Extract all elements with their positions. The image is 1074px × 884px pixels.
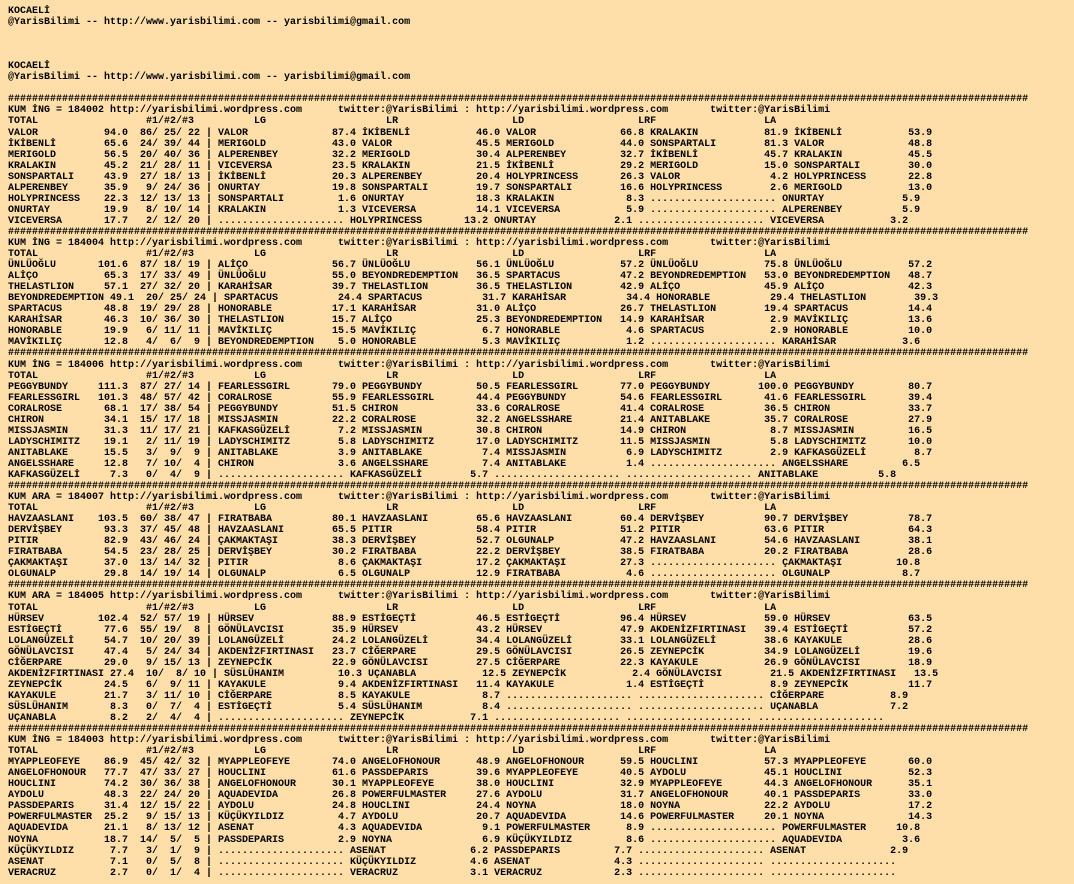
text-line: KUM ARA = 184007 http://yarisbilimi.wordpress.com twitter:@YarisBilimi : http://yarisbilimi.wordpress.com twitter:@YarisBilimi	[8, 492, 831, 504]
text-line: POWERFULMASTER 25.2 9/ 15/ 13 | KÜÇÜKYILDIZ 4.7 AYDOLU 20.7 AQUADEVIDA 14.6 POWERFULMASTER 20.1 NOYNA 14.3	[8, 812, 933, 824]
text-line: PASSDEPARIS 31.4 12/ 15/ 22 | AYDOLU 24.8 HOUCLINI 24.4 NOYNA 18.0 NOYNA 22.2 AYDOLU 17.2	[8, 801, 933, 813]
text-line: ZEYNEPCİK 24.5 6/ 9/ 11 | KAYAKULE 9.4 AKDENİZFIRTINASI 11.4 KAYAKULE 1.4 ESTİGEÇTİ 8.9 ZEYNEPCİK 11.7	[8, 679, 933, 691]
text-line: PITIR 82.9 43/ 46/ 24 | ÇAKMAKTAŞI 38.3 DERVİŞBEY 52.7 OLGUNALP 47.2 HAVZAASLANI 54.6 HAVZAASLANI 38.1	[8, 536, 933, 548]
text-line	[8, 28, 1074, 39]
text-line: LOLANGÜZELİ 54.7 10/ 20/ 39 | LOLANGÜZELİ 24.2 LOLANGÜZELİ 34.4 LOLANGÜZELİ 33.1 LOLANGÜZELİ 38.6 KAYAKULE 28.6	[8, 635, 933, 647]
text-line: ÜNLÜOĞLU 101.6 87/ 18/ 19 | ALİÇO 56.7 ÜNLÜOĞLU 56.1 ÜNLÜOĞLU 57.2 ÜNLÜOĞLU 75.8 ÜNLÜOĞLU 57.2	[8, 260, 933, 272]
text-line: VERACRUZ 2.7 0/ 1/ 4 | ..................... VERACRUZ 3.1 VERACRUZ 2.3 ..................... .....................	[8, 867, 897, 879]
text-line: ##########################################################################################################################################################################	[8, 481, 1029, 493]
text-line	[8, 83, 1074, 94]
text-line: @YarisBilimi -- http://www.yarisbilimi.com -- yarisbilimi@gmail.com	[8, 72, 411, 84]
text-line: MISSJASMIN 31.3 11/ 17/ 21 | KAFKASGÜZELİ 7.2 MISSJASMIN 30.8 CHIRON 14.9 CHIRON 8.7 MISSJASMIN 16.5	[8, 425, 933, 437]
text-line: OLGUNALP 29.8 14/ 19/ 14 | OLGUNALP 6.5 OLGUNALP 12.9 FIRATBABA 4.6 ..................... OLGUNALP 8.7	[8, 569, 921, 581]
text-line: LADYSCHIMITZ 19.1 2/ 11/ 19 | LADYSCHIMITZ 5.8 LADYSCHIMITZ 17.0 LADYSCHIMITZ 11.5 MISSJASMIN 5.8 LADYSCHIMITZ 10.0	[8, 436, 933, 448]
text-line: ANITABLAKE 15.5 3/ 9/ 9 | ANITABLAKE 3.9 ANITABLAKE 7.4 MISSJASMIN 6.9 LADYSCHIMITZ 2.9 KAFKASGÜZELİ 8.7	[8, 447, 933, 459]
text-line: MERIGOLD 56.5 20/ 40/ 36 | ALPERENBEY 32.2 MERIGOLD 30.4 ALPERENBEY 32.7 İKİBENLİ 45.7 KRALAKIN 45.5	[8, 149, 933, 161]
text-line: VICEVERSA 17.7 2/ 12/ 20 | ..................... HOLYPRINCESS 13.2 ONURTAY 2.1 ..................... VICEVERSA 3.2	[8, 215, 909, 227]
text-line: VALOR 94.0 86/ 25/ 22 | VALOR 87.4 İKİBENLİ 46.0 VALOR 66.8 KRALAKIN 81.9 İKİBENLİ 53.9	[8, 127, 933, 139]
text-line: TOTAL #1/#2/#3 LG LR LD LRF LA	[8, 746, 777, 758]
text-line: KUM İNG = 184003 http://yarisbilimi.wordpress.com twitter:@YarisBilimi : http://yarisbilimi.wordpress.com twitter:@YarisBilimi	[8, 735, 831, 747]
text-line: KUM İNG = 184002 http://yarisbilimi.wordpress.com twitter:@YarisBilimi : http://yarisbilimi.wordpress.com twitter:@YarisBilimi	[8, 105, 831, 117]
text-line: KOCAELİ	[8, 61, 51, 73]
text-line: ANGELOFHONOUR 77.7 47/ 33/ 27 | HOUCLINI 61.6 PASSDEPARIS 39.6 MYAPPLEOFEYE 40.5 AYDOLU 45.1 HOUCLINI 52.3	[8, 768, 933, 780]
text-line: ALİÇO 65.3 17/ 33/ 49 | ÜNLÜOĞLU 55.0 BEYONDREDEMPTION 36.5 SPARTACUS 47.2 BEYONDREDEMPTION 53.0 BEYONDREDEMPTION 48.7	[8, 271, 933, 283]
text-line: KARAHİSAR 46.3 10/ 36/ 30 | THELASTLION 15.7 ALİÇO 25.3 BEYONDREDEMPTION 14.9 KARAHİSAR 2.9 MAVİKILIÇ 13.6	[8, 315, 933, 327]
text-line: AYDOLU 48.3 22/ 24/ 20 | AQUADEVIDA 26.8 POWERFULMASTER 27.6 AYDOLU 31.7 ANGELOFHONOUR 40.1 PASSDEPARIS 33.0	[8, 790, 933, 802]
text-line: THELASTLION 57.1 27/ 32/ 20 | KARAHİSAR 39.7 THELASTLION 36.5 THELASTLION 42.9 ALİÇO 45.9 ALİÇO 42.3	[8, 282, 933, 294]
text-line: @YarisBilimi -- http://www.yarisbilimi.com -- yarisbilimi@gmail.com	[8, 17, 411, 29]
text-line: PEGGYBUNDY 111.3 87/ 27/ 14 | FEARLESSGIRL 79.0 PEGGYBUNDY 50.5 FEARLESSGIRL 77.0 PEGGYBUNDY 100.0 PEGGYBUNDY 80.7	[8, 381, 933, 393]
text-line: CORALROSE 68.1 17/ 38/ 54 | PEGGYBUNDY 51.5 CHIRON 33.6 CORALROSE 41.4 CORALROSE 36.5 CHIRON 33.7	[8, 403, 933, 415]
text-line: HÜRSEV 102.4 52/ 57/ 19 | HÜRSEV 88.9 ESTİGEÇTİ 46.5 ESTİGEÇTİ 96.4 HÜRSEV 59.0 HÜRSEV 63.5	[8, 613, 933, 625]
text-line: SPARTACUS 48.8 19/ 29/ 28 | HONORABLE 17.1 KARAHİSAR 31.0 ALİÇO 26.7 THELASTLION 19.4 SPARTACUS 14.4	[8, 304, 933, 316]
text-line: HOUCLINI 74.2 30/ 36/ 38 | ANGELOFHONOUR 30.1 MYAPPLEOFEYE 38.0 HOUCLINI 32.9 MYAPPLEOFEYE 44.3 ANGELOFHONOUR 35.1	[8, 779, 933, 791]
text-line: ONURTAY 19.9 8/ 10/ 14 | KRALAKIN 1.3 VICEVERSA 14.1 VICEVERSA 5.9 ..................... ALPERENBEY 5.9	[8, 204, 921, 216]
text-line: TOTAL #1/#2/#3 LG LR LD LRF LA	[8, 116, 777, 128]
text-line: DERVİŞBEY 93.3 37/ 45/ 48 | HAVZAASLANI 65.5 PITIR 58.4 PITIR 51.2 PITIR 63.6 PITIR 64.3	[8, 525, 933, 537]
text-line: TOTAL #1/#2/#3 LG LR LD LRF LA	[8, 602, 777, 614]
text-line: HONORABLE 19.9 6/ 11/ 11 | MAVİKILIÇ 15.5 MAVİKILIÇ 6.7 HONORABLE 4.6 SPARTACUS 2.9 HONORABLE 10.0	[8, 326, 933, 338]
text-line: UÇANABLA 8.2 2/ 4/ 4 | ..................... ZEYNEPCİK 7.1 ..................... ..................... .....................	[8, 713, 885, 724]
text-line	[8, 39, 1074, 50]
text-line: ##########################################################################################################################################################################	[8, 724, 1029, 736]
text-line: KAYAKULE 21.7 3/ 11/ 10 | CİĞERPARE 8.5 KAYAKULE 8.7 ..................... ..................... CİĞERPARE 8.9	[8, 690, 909, 702]
text-line: İKİBENLİ 65.6 24/ 39/ 44 | MERIGOLD 43.0 VALOR 45.5 MERIGOLD 44.0 SONSPARTALI 81.3 VALOR 48.8	[8, 138, 933, 150]
text-line: KOCAELİ	[8, 6, 51, 17]
text-line: TOTAL #1/#2/#3 LG LR LD LRF LA	[8, 370, 777, 382]
text-line: CHIRON 34.1 15/ 17/ 18 | MISSJASMIN 22.2 CORALROSE 32.2 ANGELSSHARE 21.4 ANITABLAKE 35.7 CORALROSE 27.9	[8, 414, 933, 426]
text-line: TOTAL #1/#2/#3 LG LR LD LRF LA	[8, 249, 777, 261]
text-line: KUM İNG = 184004 http://yarisbilimi.wordpress.com twitter:@YarisBilimi : http://yarisbilimi.wordpress.com twitter:@YarisBilimi	[8, 237, 831, 249]
text-line: SÜSLÜHANIM 8.3 0/ 7/ 4 | ESTİGEÇTİ 5.4 SÜSLÜHANIM 8.4 ..................... ..................... UÇANABLA 7.2	[8, 701, 909, 713]
text-line: ÇAKMAKTAŞI 37.0 13/ 14/ 32 | PITIR 8.6 ÇAKMAKTAŞI 17.2 ÇAKMAKTAŞI 27.3 ..................... ÇAKMAKTAŞI 10.8	[8, 558, 921, 570]
text-line: KAFKASGÜZELİ 7.3 0/ 4/ 9 | ..................... KAFKASGÜZELİ 5.7 ..................... ..................... ANITABLAKE 5.8	[8, 469, 897, 481]
text-line: KÜÇÜKYILDIZ 7.7 3/ 1/ 9 | ..................... ASENAT 6.2 PASSDEPARIS 7.7 ..................... ASENAT 2.9	[8, 845, 909, 857]
text-line: HOLYPRINCESS 22.3 12/ 13/ 13 | SONSPARTALI 1.6 ONURTAY 18.3 KRALAKIN 8.3 ..................... ONURTAY 5.9	[8, 193, 921, 205]
text-line: CİĞERPARE 29.0 9/ 15/ 13 | ZEYNEPCİK 22.9 GÖNÜLAVCISI 27.5 CİĞERPARE 22.3 KAYAKULE 26.9 GÖNÜLAVCISI 18.9	[8, 657, 933, 669]
text-line: MAVİKILIÇ 12.8 4/ 6/ 9 | BEYONDREDEMPTION 5.0 HONORABLE 5.3 MAVİKILIÇ 1.2 ..................... KARAHİSAR 3.6	[8, 337, 921, 349]
text-line: ANGELSSHARE 12.8 7/ 10/ 4 | CHIRON 3.6 ANGELSSHARE 7.4 ANITABLAKE 1.4 ..................... ANGELSSHARE 6.5	[8, 458, 921, 470]
text-line: MYAPPLEOFEYE 86.9 45/ 42/ 32 | MYAPPLEOFEYE 74.0 ANGELOFHONOUR 48.9 ANGELOFHONOUR 59.5 HOUCLINI 57.3 MYAPPLEOFEYE 60.0	[8, 757, 933, 769]
text-line: KRALAKIN 45.2 21/ 28/ 11 | VICEVERSA 23.5 KRALAKIN 21.5 İKİBENLİ 29.2 MERIGOLD 15.0 SONSPARTALI 30.0	[8, 160, 933, 172]
text-line: ##########################################################################################################################################################################	[8, 226, 1029, 238]
text-line: ##########################################################################################################################################################################	[8, 94, 1029, 106]
text-line: AQUADEVIDA 21.1 8/ 13/ 12 | ASENAT 4.3 AQUADEVIDA 9.1 POWERFULMASTER 8.9 ..................... POWERFULMASTER 10.8	[8, 823, 921, 835]
text-line: ESTİGEÇTİ 77.6 55/ 19/ 8 | GÖNÜLAVCISI 35.9 HÜRSEV 43.2 HÜRSEV 47.9 AKDENİZFIRTINASI 39.4 ESTİGEÇTİ 57.2	[8, 624, 933, 636]
text-line: GÖNÜLAVCISI 47.4 5/ 24/ 34 | AKDENİZFIRTINASI 23.7 CİĞERPARE 29.5 GÖNÜLAVCISI 26.5 ZEYNEPCİK 34.9 LOLANGÜZELİ 19.6	[8, 646, 933, 658]
text-line: KUM ARA = 184005 http://yarisbilimi.wordpress.com twitter:@YarisBilimi : http://yarisbilimi.wordpress.com twitter:@YarisBilimi	[8, 591, 831, 603]
text-line	[8, 50, 1074, 61]
text-line: HAVZAASLANI 103.5 60/ 38/ 47 | FIRATBABA 80.1 HAVZAASLANI 65.6 HAVZAASLANI 60.4 DERVİŞBEY 90.7 DERVİŞBEY 78.7	[8, 514, 933, 526]
text-line: ##########################################################################################################################################################################	[8, 580, 1029, 592]
text-line: NOYNA 18.7 14/ 5/ 5 | PASSDEPARIS 2.9 NOYNA 6.9 KÜÇÜKYILDIZ 8.6 ..................... AQUADEVIDA 3.6	[8, 834, 921, 846]
text-line: BEYONDREDEMPTION 49.1 20/ 25/ 24 | SPARTACUS 24.4 SPARTACUS 31.7 KARAHİSAR 34.4 HONORABLE 29.4 THELASTLION 39.3	[8, 293, 939, 305]
text-line: ASENAT 7.1 0/ 5/ 8 | ..................... KÜÇÜKYILDIZ 4.6 ASENAT 4.3 ..................... .....................	[8, 856, 897, 868]
text-line: KUM İNG = 184006 http://yarisbilimi.wordpress.com twitter:@YarisBilimi : http://yarisbilimi.wordpress.com twitter:@YarisBilimi	[8, 359, 831, 371]
text-line: FEARLESSGIRL 101.3 48/ 57/ 42 | CORALROSE 55.9 FEARLESSGIRL 44.4 PEGGYBUNDY 54.6 FEARLESSGIRL 41.6 FEARLESSGIRL 39.4	[8, 392, 933, 404]
text-line: FIRATBABA 54.5 23/ 28/ 25 | DERVİŞBEY 30.2 FIRATBABA 22.2 DERVİŞBEY 38.5 FIRATBABA 20.2 FIRATBABA 28.6	[8, 547, 933, 559]
text-line: AKDENİZFIRTINASI 27.4 10/ 8/ 10 | SÜSLÜHANIM 10.3 UÇANABLA 12.5 ZEYNEPCİK 2.4 GÖNÜLAVCISI 21.5 AKDENİZFIRTINASI 13.5	[8, 668, 939, 680]
text-line: ALPERENBEY 35.9 9/ 24/ 36 | ONURTAY 19.8 SONSPARTALI 19.7 SONSPARTALI 16.6 HOLYPRINCESS 2.6 MERIGOLD 13.0	[8, 182, 933, 194]
text-line: TOTAL #1/#2/#3 LG LR LD LRF LA	[8, 503, 777, 515]
text-line: SONSPARTALI 43.9 27/ 18/ 13 | İKİBENLİ 20.3 ALPERENBEY 20.4 HOLYPRINCESS 26.3 VALOR 4.2 HOLYPRINCESS 22.8	[8, 171, 933, 183]
text-line: ##########################################################################################################################################################################	[8, 348, 1029, 360]
